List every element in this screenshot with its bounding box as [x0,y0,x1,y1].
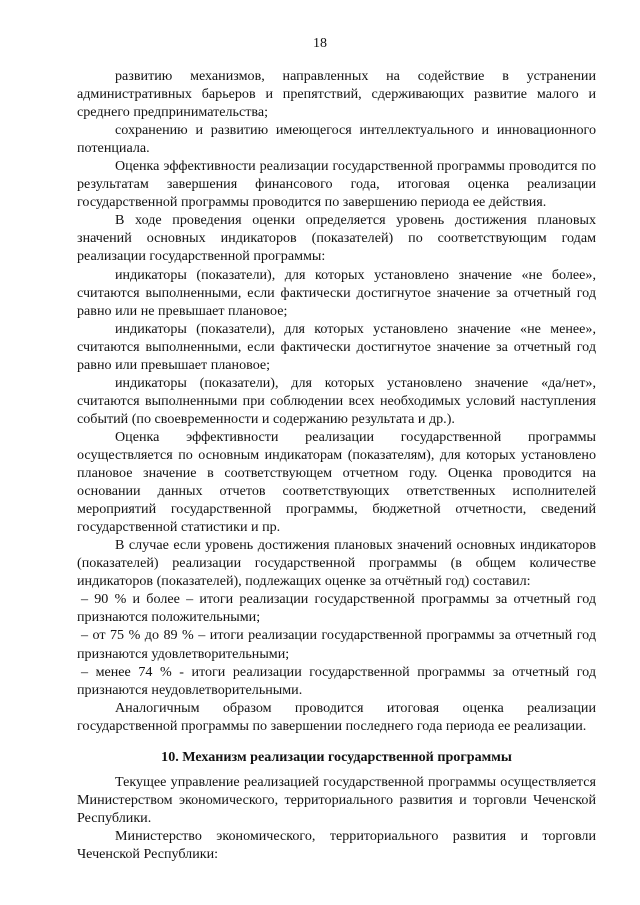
paragraph-evaluation-levels: В ходе проведения оценки определяется уровень достижения плановых значений основных индикаторов (показателей) по соответствующим годам реализации государственной программы: [77,212,596,265]
list-item-satisfactory: – от 75 % до 89 % – итоги реализации государственной программы за отчетный год признаются удовлетворительными; [77,627,596,662]
paragraph-evaluation-timing: Оценка эффективности реализации государственной программы проводится по результатам завершения финансового года, итоговая оценка реализации государственной программы проводится по завершению периода ее действия. [77,158,596,211]
paragraph-innovation: сохранению и развитию имеющегося интеллектуального и инновационного потенциала. [77,122,596,157]
page-number: 18 [313,36,327,51]
document-body [77,67,596,863]
paragraph-final-evaluation: Аналогичным образом проводится итоговая оценка реализации государственной программы по завершении последнего года периода ее реализации. [77,699,596,734]
paragraph-ministry: Министерство экономического, территориального развития и торговли Чеченской Республики: [77,827,596,862]
list-item-positive: – 90 % и более – итоги реализации государственной программы за отчетный год признаются положительными; [77,591,596,626]
section-heading: 10. Механизм реализации государственной программы [161,748,512,765]
paragraph-evaluation-basis: Оценка эффективности реализации государственной программы осуществляется по основным индикаторам (показателям), для которых установлено плановое значение в соответствующем отчетном году. Оценка проводится на основании данных отчетов соответствующих ответственных исполнителей мероприятий государственной программы, бюджетной отчетности, сведений государственной статистики и пр. [77,428,596,536]
paragraph-indicator-not-more: индикаторы (показатели), для которых установлено значение «не более», считаются выполненными, если фактически достигнутое значение за отчетный год равно или не превышает плановое; [77,266,596,319]
paragraph-current-management: Текущее управление реализацией государственной программы осуществляется Министерством экономического, территориального развития и торговли Чеченской Республики. [77,773,596,826]
paragraph-indicator-not-less: индикаторы (показатели), для которых установлено значение «не менее», считаются выполненными, если фактически достигнутое значение за отчетный год равно или превышает плановое; [77,320,596,373]
paragraph-achievement-level: В случае если уровень достижения плановых значений основных индикаторов (показателей) реализации государственной программы (в общем количестве индикаторов (показателей), подлежащих оценке за отчётный год) составил: [77,537,596,590]
paragraph-barriers: развитию механизмов, направленных на содействие в устранении административных барьеров и препятствий, сдерживающих развитие малого и среднего предпринимательства; [77,68,596,121]
list-item-unsatisfactory: – менее 74 % - итоги реализации государственной программы за отчетный год признаются неудовлетворительными. [77,663,596,698]
paragraph-indicator-yes-no: индикаторы (показатели), для которых установлено значение «да/нет», считаются выполненными при соблюдении всех необходимых условий наступления событий (по своевременности и содержанию результата и др.). [77,374,596,427]
